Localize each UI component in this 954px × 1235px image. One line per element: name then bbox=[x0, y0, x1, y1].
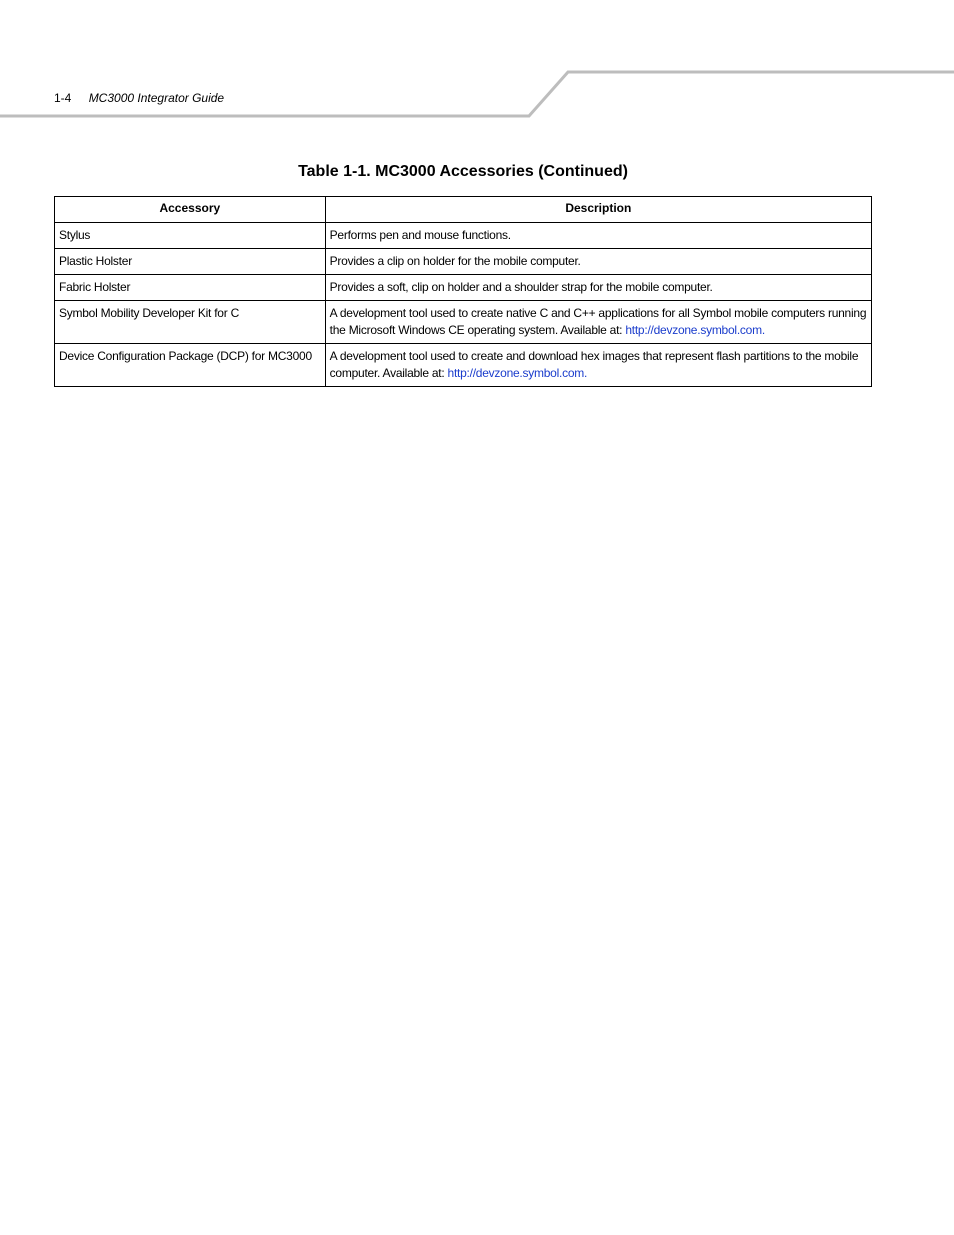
devzone-link[interactable]: http://devzone.symbol.com bbox=[447, 366, 585, 380]
description-cell: Provides a clip on holder for the mobile computer. bbox=[325, 249, 871, 275]
guide-title: MC3000 Integrator Guide bbox=[88, 91, 225, 105]
description-cell: Performs pen and mouse functions. bbox=[325, 223, 871, 249]
running-head bbox=[54, 91, 224, 105]
column-header-accessory: Accessory bbox=[55, 197, 326, 223]
accessory-cell: Plastic Holster bbox=[55, 249, 326, 275]
table-row bbox=[55, 301, 872, 344]
description-cell: Provides a soft, clip on holder and a shoulder strap for the mobile computer. bbox=[325, 275, 871, 301]
description-cell bbox=[325, 344, 871, 387]
description-text: A development tool used to create native C and C++ applications for all Symbol mobile computers running the Microsoft Windows CE operating system. Available at: bbox=[329, 306, 867, 337]
accessory-cell: Stylus bbox=[55, 223, 326, 249]
table-row bbox=[55, 275, 872, 301]
description-text: A development tool used to create and download hex images that represent flash partitions to the mobile computer. Available at: bbox=[329, 349, 859, 380]
devzone-link[interactable]: http://devzone.symbol.com bbox=[625, 323, 762, 337]
link-trailing-period: . bbox=[584, 366, 588, 380]
header-rule bbox=[0, 0, 954, 130]
accessory-cell: Fabric Holster bbox=[55, 275, 326, 301]
accessory-cell: Device Configuration Package (DCP) for MC3000 bbox=[55, 344, 326, 387]
table-header-row bbox=[55, 197, 872, 223]
column-header-description: Description bbox=[325, 197, 871, 223]
page-number: 1-4 bbox=[54, 91, 72, 105]
accessories-table bbox=[54, 196, 872, 387]
accessory-cell: Symbol Mobility Developer Kit for C bbox=[55, 301, 326, 344]
link-trailing-period: . bbox=[761, 323, 765, 337]
description-cell bbox=[325, 301, 871, 344]
table-row bbox=[55, 223, 872, 249]
table-row bbox=[55, 249, 872, 275]
table-row bbox=[55, 344, 872, 387]
table-caption: Table 1-1. MC3000 Accessories (Continued) bbox=[298, 163, 628, 180]
